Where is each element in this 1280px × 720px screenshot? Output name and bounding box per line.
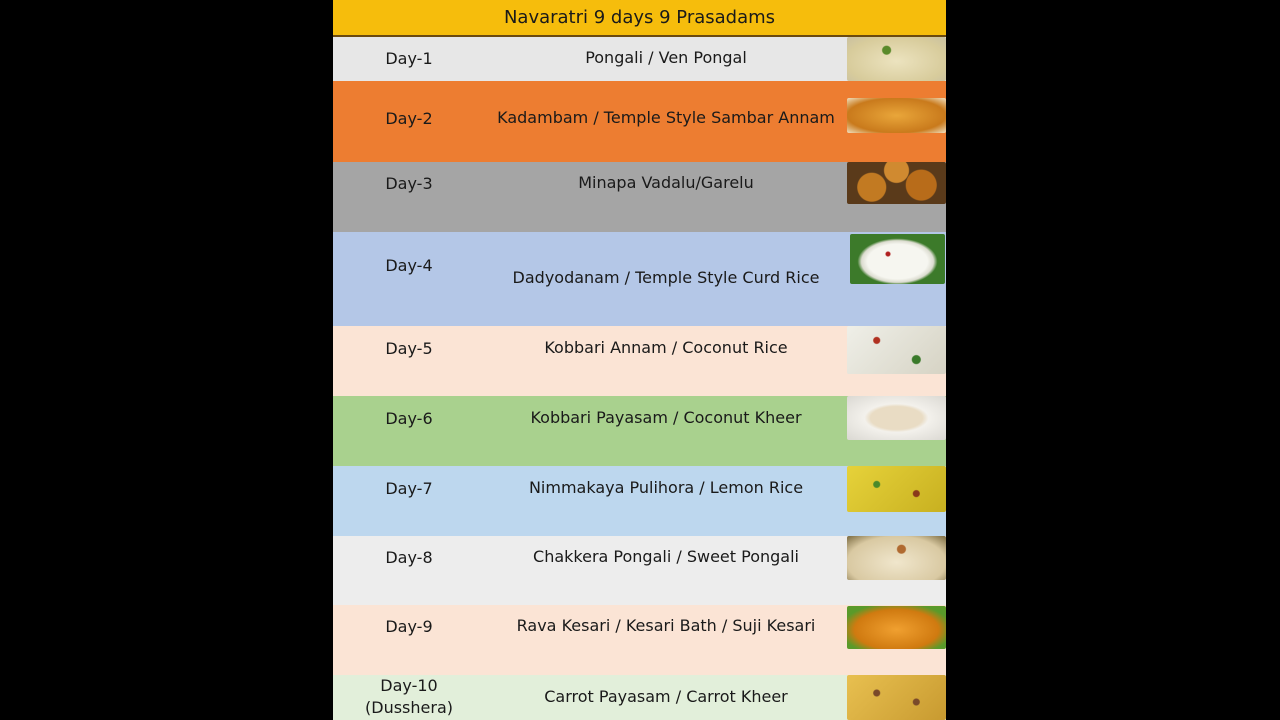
day-number: Day-10 [380,676,438,695]
vada-image [847,162,946,204]
dish-name: Minapa Vadalu/Garelu [578,173,754,192]
dish-name: Nimmakaya Pulihora / Lemon Rice [528,478,804,497]
coconut-kheer-image [847,396,946,440]
day-label: Day-4 [385,256,433,275]
dish-name: Rava Kesari / Kesari Bath / Suji Kesari [516,616,816,635]
day-label: Day-6 [385,409,433,428]
curd-rice-image [850,234,945,284]
sweet-pongal-image [847,536,946,580]
dish-name: Kadambam / Temple Style Sambar Annam [497,108,835,127]
day-label: Day-2 [385,109,433,128]
dish-name: Kobbari Annam / Coconut Rice [544,338,788,357]
table-row-day-7 [333,466,946,536]
table-row-day-5 [333,326,946,396]
dish-name: Carrot Payasam / Carrot Kheer [544,687,788,706]
table-row-day-1 [333,37,946,81]
table-title: Navaratri 9 days 9 Prasadams [333,0,946,37]
coconut-rice-image [847,326,946,374]
carrot-kheer-image [847,675,946,720]
dish-name: Kobbari Payasam / Coconut Kheer [530,408,802,427]
pongal-image [847,37,946,81]
table-row-day-2 [333,81,946,162]
day-label: Day-7 [385,479,433,498]
day-label: Day-1 [385,49,433,68]
table-row-day-4 [333,232,946,326]
table-row-day-3 [333,162,946,232]
table-row-day-9 [333,605,946,675]
day-label: Day-8 [385,548,433,567]
table-row-day-8 [333,536,946,605]
day-label: Day-9 [385,617,433,636]
day-label [333,675,485,719]
table-row-day-6 [333,396,946,466]
rava-kesari-image [847,606,946,649]
day-note: (Dusshera) [365,698,453,717]
lemon-rice-image [847,466,946,512]
day-label: Day-5 [385,339,433,358]
sambar-annam-image [847,98,946,133]
table-row-day-10 [333,675,946,720]
dish-name: Dadyodanam / Temple Style Curd Rice [512,268,820,287]
dish-name: Pongali / Ven Pongal [585,48,747,67]
day-label: Day-3 [385,174,433,193]
prasadam-table [333,0,946,720]
dish-name: Chakkera Pongali / Sweet Pongali [533,547,799,566]
